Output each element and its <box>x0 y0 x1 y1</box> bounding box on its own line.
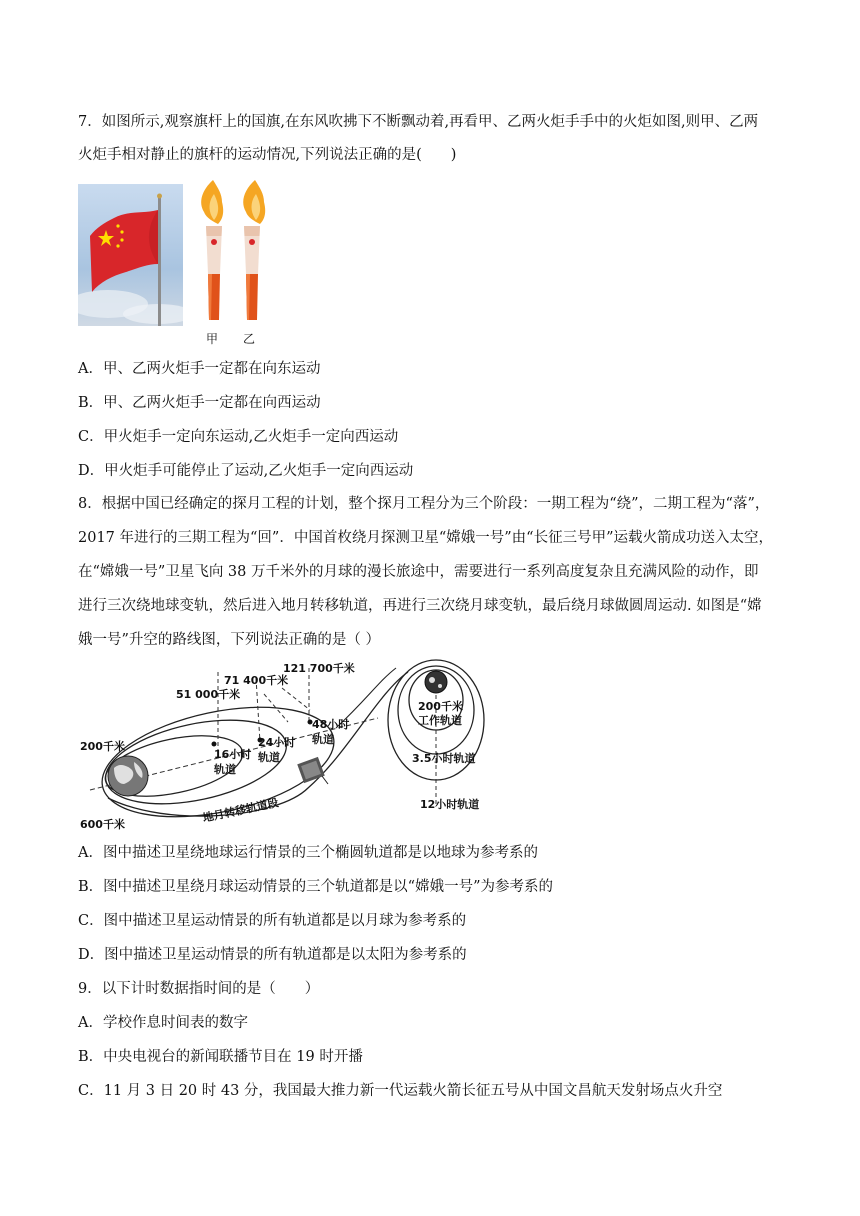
q8-option-a: A．图中描述卫星绕地球运行情景的三个椭圆轨道都是以地球为参考系的 <box>78 845 538 861</box>
label-600km: 600千米 <box>80 818 125 831</box>
label-24h-orbit: 24小时 <box>258 736 296 749</box>
flag-photo <box>78 184 183 326</box>
q8-stem-line-2: 2017 年进行的三期工程为“回”．中国首枚绕月探测卫星“嫦娥一号”由“长征三号甲”运载火箭成功送入太空， <box>78 530 773 546</box>
q8-stem-line-4: 进行三次绕地球变轨，然后进入地月转移轨道，再进行三次绕月球变轨，最后绕月球做圆周运动. 如图是“嫦 <box>78 598 762 614</box>
q8-stem-line-5: 娥一号”升空的路线图，下列说法正确的是（ ） <box>78 632 381 648</box>
q7-option-d: D．甲火炬手可能停止了运动,乙火炬手一定向西运动 <box>78 463 414 479</box>
label-16h-orbit-2: 轨道 <box>214 763 236 776</box>
satellite-icon <box>297 757 328 784</box>
q7-option-b: B．甲、乙两火炬手一定都在向西运动 <box>78 395 321 411</box>
chang-e-orbit-diagram <box>78 658 508 833</box>
q9-option-b: B．中央电视台的新闻联播节目在 19 时开播 <box>78 1049 363 1065</box>
q8-option-b: B．图中描述卫星绕月球运动情景的三个轨道都是以“嫦娥一号”为参考系的 <box>78 879 553 895</box>
label-51000km: 51 000千米 <box>176 688 241 701</box>
earth-icon <box>108 756 148 796</box>
q8-stem-line-1: 8．根据中国已经确定的探月工程的计划，整个探月工程分为三个阶段：一期工程为“绕”，二期工程为“落”， <box>78 496 770 512</box>
q8-option-c: C．图中描述卫星运动情景的所有轨道都是以月球为参考系的 <box>78 913 467 929</box>
q8-stem-line-3: 在“嫦娥一号”卫星飞向 38 万千米外的月球的漫长旅途中，需要进行一系列高度复杂且充满风险的动作，即 <box>78 564 759 580</box>
q7-stem-line-1: 7．如图所示,观察旗杆上的国旗,在东风吹拂下不断飘动着,再看甲、乙两火炬手手中的火炬如图,则甲、乙两 <box>78 114 759 130</box>
label-3-5h-orbit: 3.5小时轨道 <box>412 752 476 765</box>
torch-label-yi: 乙 <box>243 332 256 346</box>
torch-label-jia: 甲 <box>206 332 219 346</box>
label-200km-work: 200千米 <box>418 700 463 713</box>
label-transfer-orbit: 地月转移轨道段 <box>201 796 280 825</box>
label-200km: 200千米 <box>80 740 125 753</box>
label-16h-orbit: 16小时 <box>214 748 252 761</box>
label-12h-orbit: 12小时轨道 <box>420 798 480 811</box>
torches-figure <box>192 180 272 330</box>
moon-icon <box>425 671 447 693</box>
q9-stem: 9．以下计时数据指时间的是（ ） <box>78 981 320 997</box>
q7-option-c: C．甲火炬手一定向东运动,乙火炬手一定向西运动 <box>78 429 399 445</box>
label-121700km: 121 700千米 <box>283 662 355 675</box>
q9-option-a: A．学校作息时间表的数字 <box>78 1015 248 1031</box>
q7-option-a: A．甲、乙两火炬手一定都在向东运动 <box>78 361 321 377</box>
label-48h-orbit-2: 轨道 <box>312 733 334 746</box>
label-work-orbit: 工作轨道 <box>418 714 462 727</box>
label-71400km: 71 400千米 <box>224 674 289 687</box>
torch-yi-icon <box>243 180 265 320</box>
q8-option-d: D．图中描述卫星运动情景的所有轨道都是以太阳为参考系的 <box>78 947 467 963</box>
q7-stem-line-2: 火炬手相对静止的旗杆的运动情况,下列说法正确的是( ) <box>78 147 457 163</box>
label-24h-orbit-2: 轨道 <box>258 751 280 764</box>
q9-option-c: C．11 月 3 日 20 时 43 分，我国最大推力新一代运载火箭长征五号从中国文昌航天发射场点火升空 <box>78 1083 723 1099</box>
torch-jia-icon <box>201 180 223 320</box>
label-48h-orbit: 48小时 <box>312 718 350 731</box>
